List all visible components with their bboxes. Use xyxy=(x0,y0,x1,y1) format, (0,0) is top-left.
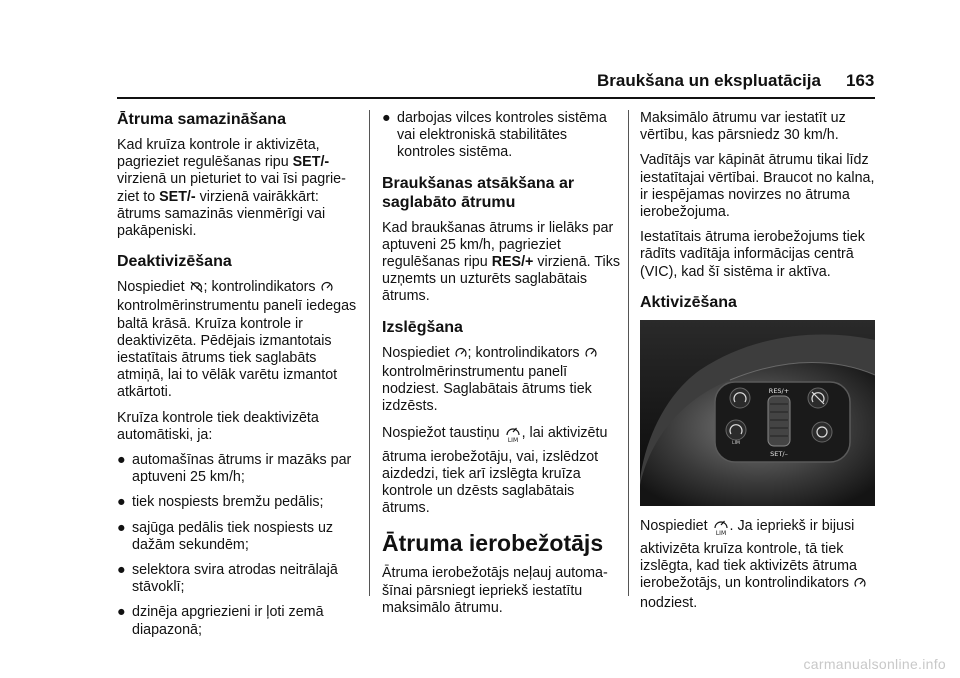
column-1 xyxy=(117,110,360,647)
page-header-title: Braukšana un ekspluatācija xyxy=(597,71,821,90)
list-item: ● dzinēja apgriezieni ir ļoti zemā diapazonā; xyxy=(117,604,324,638)
paragraph-max-speed: Maksimālo ātrumu var iestatīt uz vērtību, kas pārsniedz 30 km/h. xyxy=(640,110,846,144)
paragraph-auto-deactivate: Kruīza kontrole tiek deaktivizēta automātiski, ja: xyxy=(117,409,319,443)
list-item: ● tiek nospiests bremžu pedālis; xyxy=(117,494,324,511)
speed-limiter-icon xyxy=(713,516,729,541)
paragraph-speed-limiter: Ātruma ierobežotājs neļauj automašīnai pārsniegt iepriekš iestatītu maksimālo ātrumu. xyxy=(382,565,608,616)
cruise-control-icon xyxy=(455,347,467,364)
paragraph-resume: Kad braukšanas ātrums ir lielāks par aptuveni 25 km/h, pagrieziet regulēšanas ripu RES/+ virzienā. Tiks uzņemts un uzturēts saglabātais ātrums. xyxy=(382,219,621,305)
heading-switch-off: Izslēgšana xyxy=(382,318,463,336)
svg-text:LIM: LIM xyxy=(732,440,740,446)
steering-wheel-controls-illustration xyxy=(640,320,875,506)
wheel-label-set: SET/– xyxy=(770,449,788,458)
cruise-cancel-icon xyxy=(190,281,203,298)
heading-deactivate: Deaktivizēšana xyxy=(117,253,232,271)
paragraph-speed-reduce: Kad kruīza kontrole ir aktivizēta, pagrieziet regulēšanas ripu SET/- virzienā un pieturiet to vai īsi pagrieziet to SET/- virzienā vairākkārt: ātrums samazinās vienmērīgi vai pakāpeniski. xyxy=(117,137,346,240)
column-3 xyxy=(640,110,880,620)
list-item: ● sajūga pedālis tiek nospiests uz dažām sekundēm; xyxy=(117,519,334,553)
column-2 xyxy=(382,110,622,625)
heading-activate: Aktivizēšana xyxy=(640,293,737,311)
wheel-label-res: RES/+ xyxy=(768,386,790,395)
page-number: 163 xyxy=(846,71,875,90)
heading-speed-reduce: Ātruma samazināšana xyxy=(117,111,286,128)
column-divider-right xyxy=(628,110,629,596)
paragraph-deactivate: Nospiediet ; kontrolindikators kontrolmērinstrumentu panelī iedegas baltā krāsā. Kruīza kontrole ir deaktivizēta. Pēdējais izmantotais iestatītais ātrums tiek saglabāts atmiņā, lai to vēlāk varētu izmantot atkārtoti. xyxy=(117,279,357,401)
cruise-control-icon xyxy=(854,577,866,594)
watermark: carmanualsonline.info xyxy=(803,656,946,672)
cruise-control-icon xyxy=(321,281,333,298)
list-item: ● automašīnas ātrums ir mazāks par aptuveni 25 km/h; xyxy=(117,452,352,486)
heading-speed-limiter: Ātruma ierobežotājs xyxy=(382,530,604,557)
heading-resume: Braukšanas atsākšana ar saglabāto ātrumu xyxy=(382,174,575,211)
paragraph-vic: Iestatītais ātruma ierobežojums tiek rādīts vadītāja informācijas centrā (VIC), kad šī sistēma ir aktīva. xyxy=(640,229,865,280)
list-item: ● selektora svira atrodas neitrālajā stāvoklī; xyxy=(117,562,338,596)
list-item: ● darbojas vilces kontroles sistēma vai elektroniskā stabilitātes kontroles sistēma. xyxy=(382,110,607,161)
paragraph-switch-off: Nospiediet ; kontrolindikators kontrolmērinstrumentu panelī nodziest. Saglabātais ātrums tiek izdzēsts. xyxy=(382,345,622,416)
svg-text:LIM: LIM xyxy=(715,529,726,536)
header-rule xyxy=(117,97,875,99)
speed-limiter-icon xyxy=(505,423,521,448)
cruise-control-icon xyxy=(585,347,597,364)
column-divider-left xyxy=(369,110,370,596)
paragraph-limiter-press: Nospiežot taustiņu LIM , lai aktivizētu ātruma ierobežotāju, vai, izslēdzot aizdedzi, tiek arī izslēgta kruīza kontrole un dzēsts saglabātais ātrums. xyxy=(382,425,608,517)
paragraph-driver-speed: Vadītājs var kāpināt ātrumu tikai līdz iestatītajai vērtībai. Braucot no kalna, ir iespējamas novirzes no ātruma ierobežojuma. xyxy=(640,152,875,221)
paragraph-activate: Nospiediet LIM . Ja iepriekš ir bijusi aktivizēta kruīza kontrole, tā tiek izslēgta, kad tiek aktivizēts ātruma ierobežotājs, un kontrolindikators nodziest. xyxy=(640,516,880,612)
svg-text:LIM: LIM xyxy=(507,437,518,444)
